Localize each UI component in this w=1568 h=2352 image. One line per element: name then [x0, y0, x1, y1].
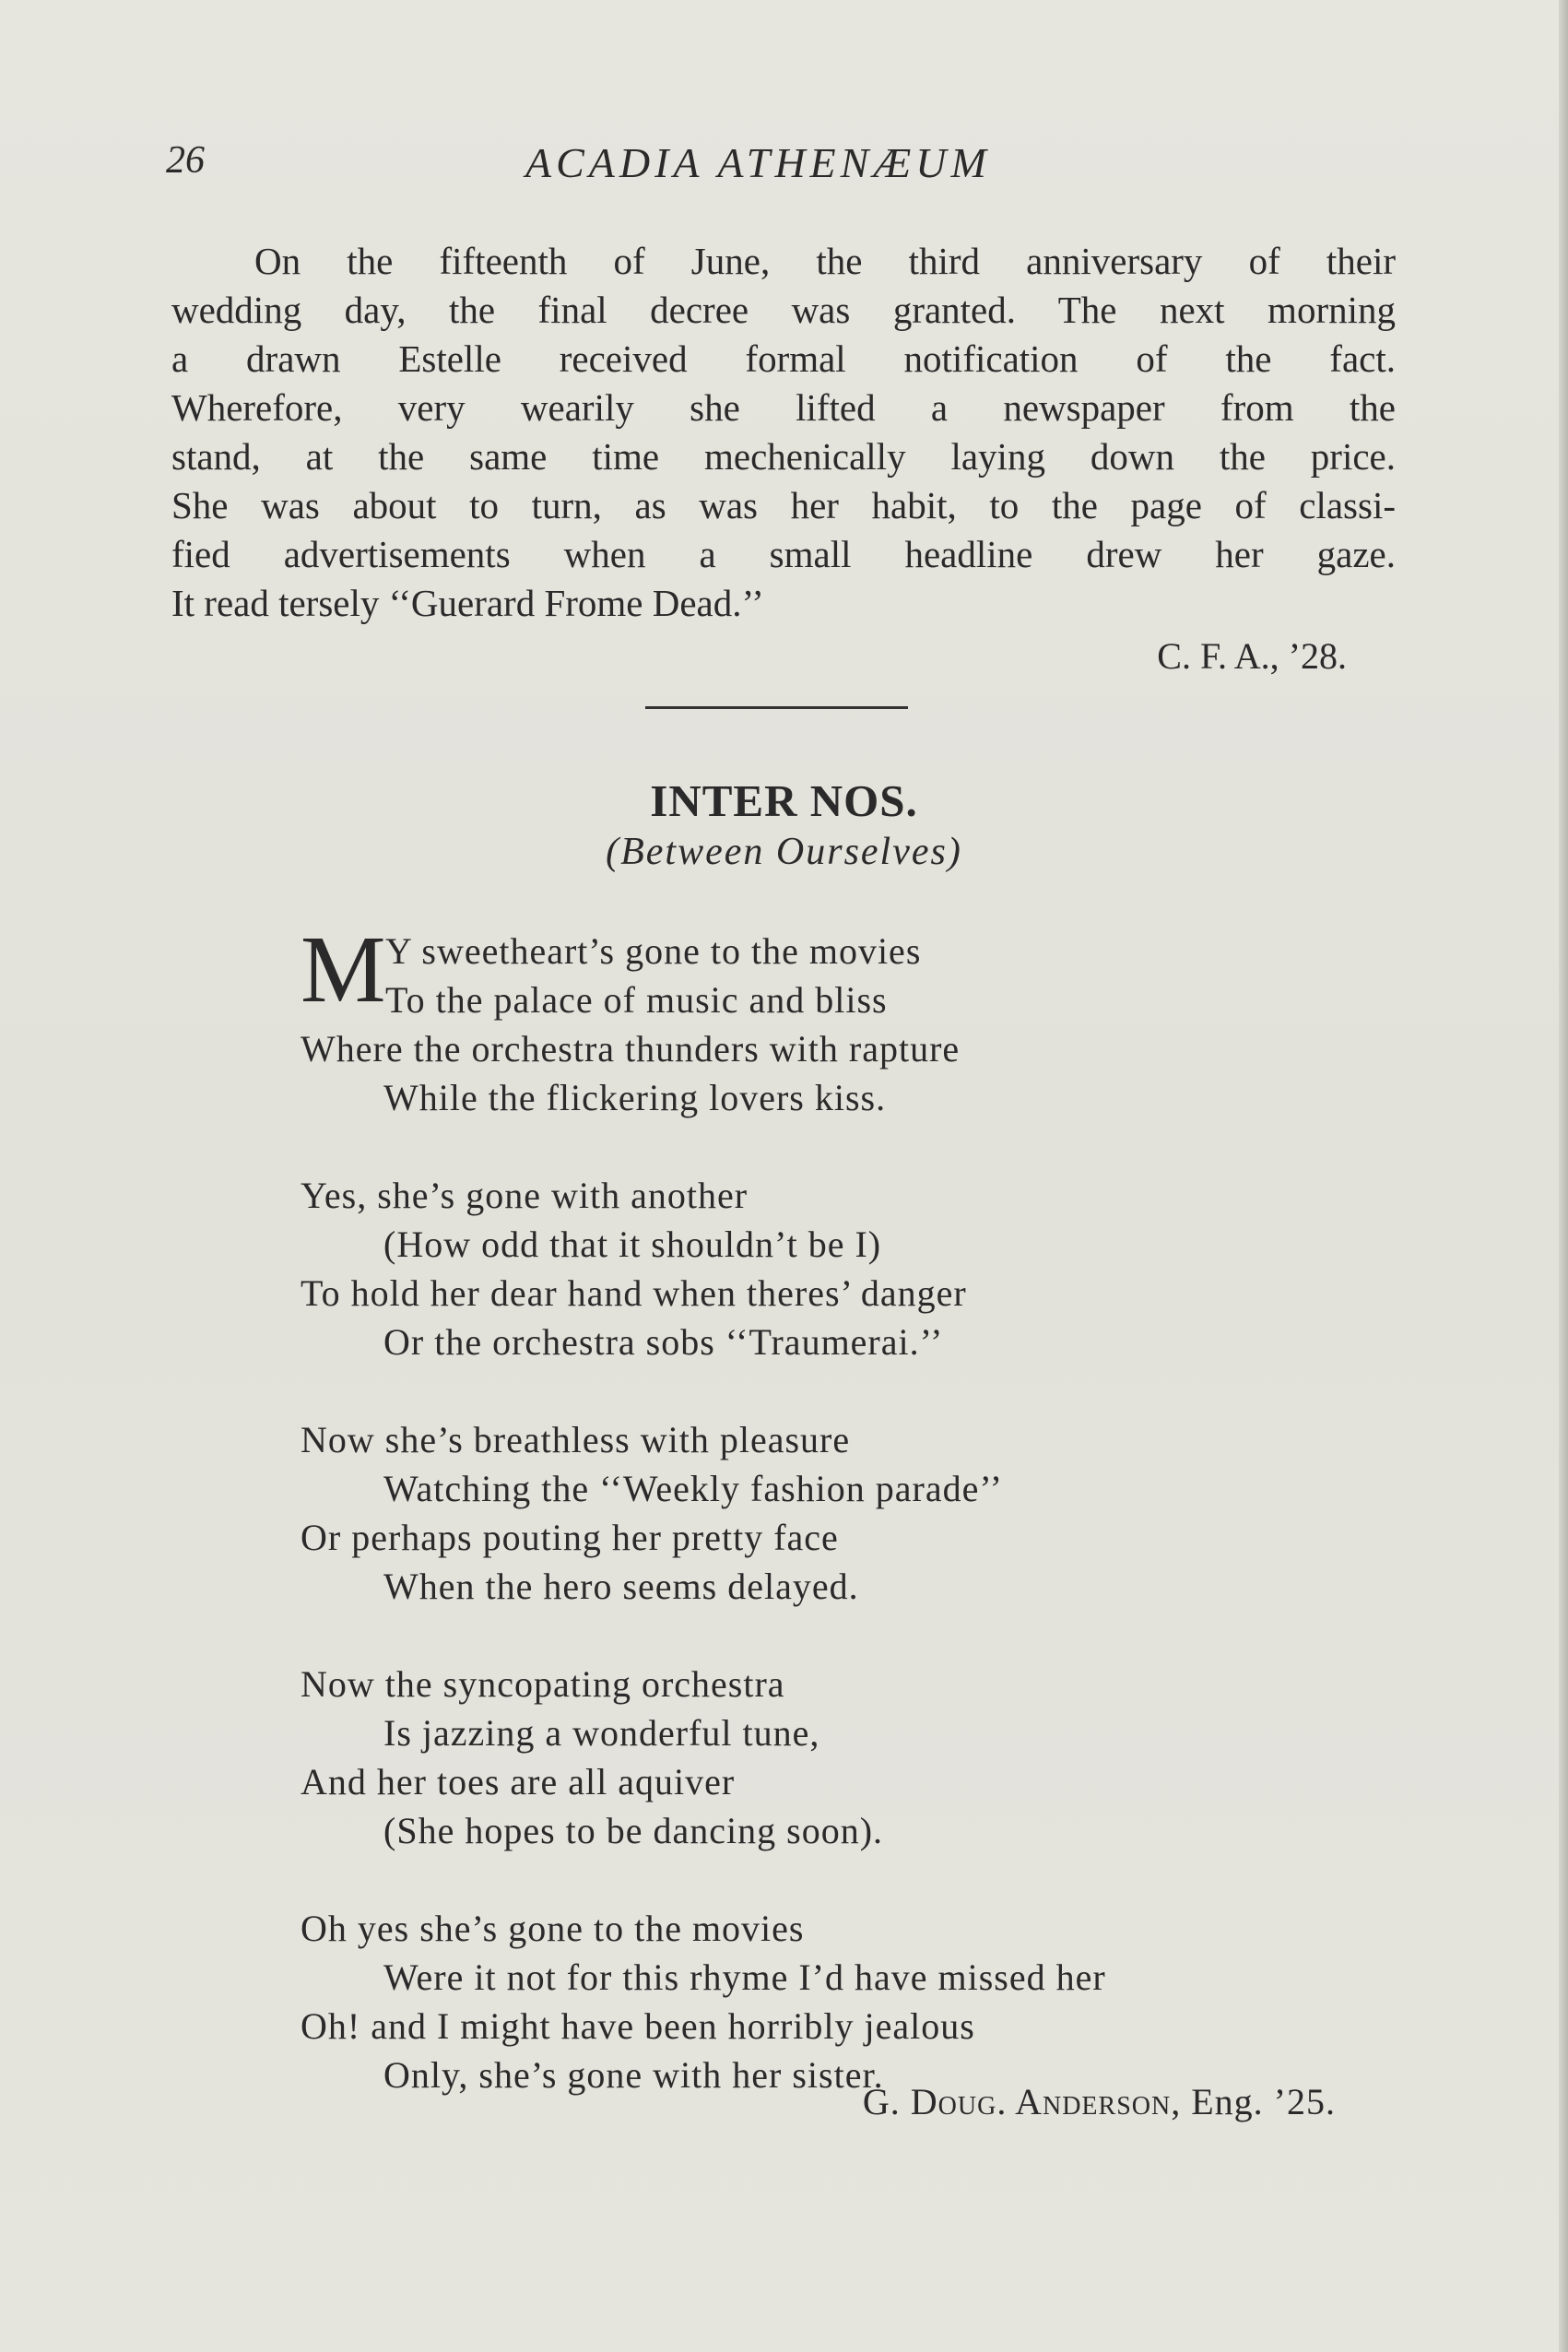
poem-stanza	[301, 1171, 1453, 1366]
poem-title: INTER NOS.	[650, 775, 918, 826]
poem-line: Or the orchestra sobs ‘‘Traumerai.’’	[383, 1321, 944, 1363]
poem-stanza	[301, 1660, 1453, 1855]
story-line: Wherefore, very wearily she lifted a newspaper from the	[171, 386, 1396, 429]
poem-signature	[863, 2077, 1336, 2126]
signature-initial: G.	[862, 2081, 901, 2122]
story-ending	[171, 237, 1396, 628]
poem-line: Yes, she’s gone with another	[301, 1175, 749, 1216]
poem-line: While the flickering lovers kiss.	[383, 1077, 887, 1118]
story-line: a drawn Estelle received formal notification of the fact.	[171, 337, 1396, 380]
poem-line: Now the syncopating orchestra	[301, 1663, 785, 1705]
section-divider	[645, 706, 908, 709]
running-title: ACADIA ATHENÆUM	[525, 139, 991, 186]
story-line: She was about to turn, as was her habit, to the page of classi-	[171, 484, 1396, 526]
story-line: It read tersely ‘‘Guerard Frome Dead.’’	[171, 582, 764, 624]
poem-line: (She hopes to be dancing soon).	[383, 1810, 884, 1851]
story-line: On the fifteenth of June, the third anniversary of their	[254, 240, 1396, 282]
poem-line: Were it not for this rhyme I’d have missed her	[383, 1956, 1106, 1998]
poem-line: Is jazzing a wonderful tune,	[383, 1712, 820, 1754]
poem-line: When the hero seems delayed.	[383, 1566, 859, 1607]
story-signature: C. F. A., ’28.	[1157, 635, 1347, 677]
signature-name: Doug. Anderson,	[910, 2081, 1182, 2122]
page-header	[166, 138, 1051, 203]
poem-subtitle: (Between Ourselves)	[606, 831, 962, 873]
story-line: wedding day, the final decree was granted. The next morning	[171, 289, 1396, 331]
poem-line: Oh! and I might have been horribly jealous	[301, 2005, 975, 2047]
poem-stanza	[301, 1904, 1453, 2099]
poem-stanza	[301, 927, 1453, 1122]
poem-stanza	[301, 1415, 1453, 1611]
page-edge-shadow	[1559, 0, 1568, 2352]
poem-line: To the palace of music and bliss	[385, 979, 888, 1021]
poem-line: Oh yes she’s gone to the movies	[301, 1908, 805, 1949]
poem-line: Now she’s breathless with pleasure	[301, 1419, 851, 1460]
page-number: 26	[166, 139, 205, 182]
poem-line: Only, she’s gone with her sister.	[383, 2054, 884, 2096]
story-line: fied advertisements when a small headline drew her gaze.	[171, 533, 1396, 575]
poem-line: Where the orchestra thunders with rapture	[301, 1028, 961, 1070]
signature-suffix: Eng. ’25.	[1191, 2081, 1336, 2122]
poem-line: To hold her dear hand when theres’ danger	[301, 1272, 967, 1314]
poem-line: Y sweetheart’s gone to the movies	[385, 930, 922, 972]
poem-line: And her toes are all aquiver	[301, 1761, 736, 1802]
poem-line: (How odd that it shouldn’t be I)	[383, 1223, 882, 1265]
poem-line: Watching the ‘‘Weekly fashion parade’’	[383, 1468, 1004, 1509]
drop-cap: M	[301, 916, 386, 1022]
poem-body	[301, 927, 1453, 2099]
story-line: stand, at the same time mechenically laying down the price.	[171, 435, 1396, 478]
poem-line: Or perhaps pouting her pretty face	[301, 1517, 839, 1558]
